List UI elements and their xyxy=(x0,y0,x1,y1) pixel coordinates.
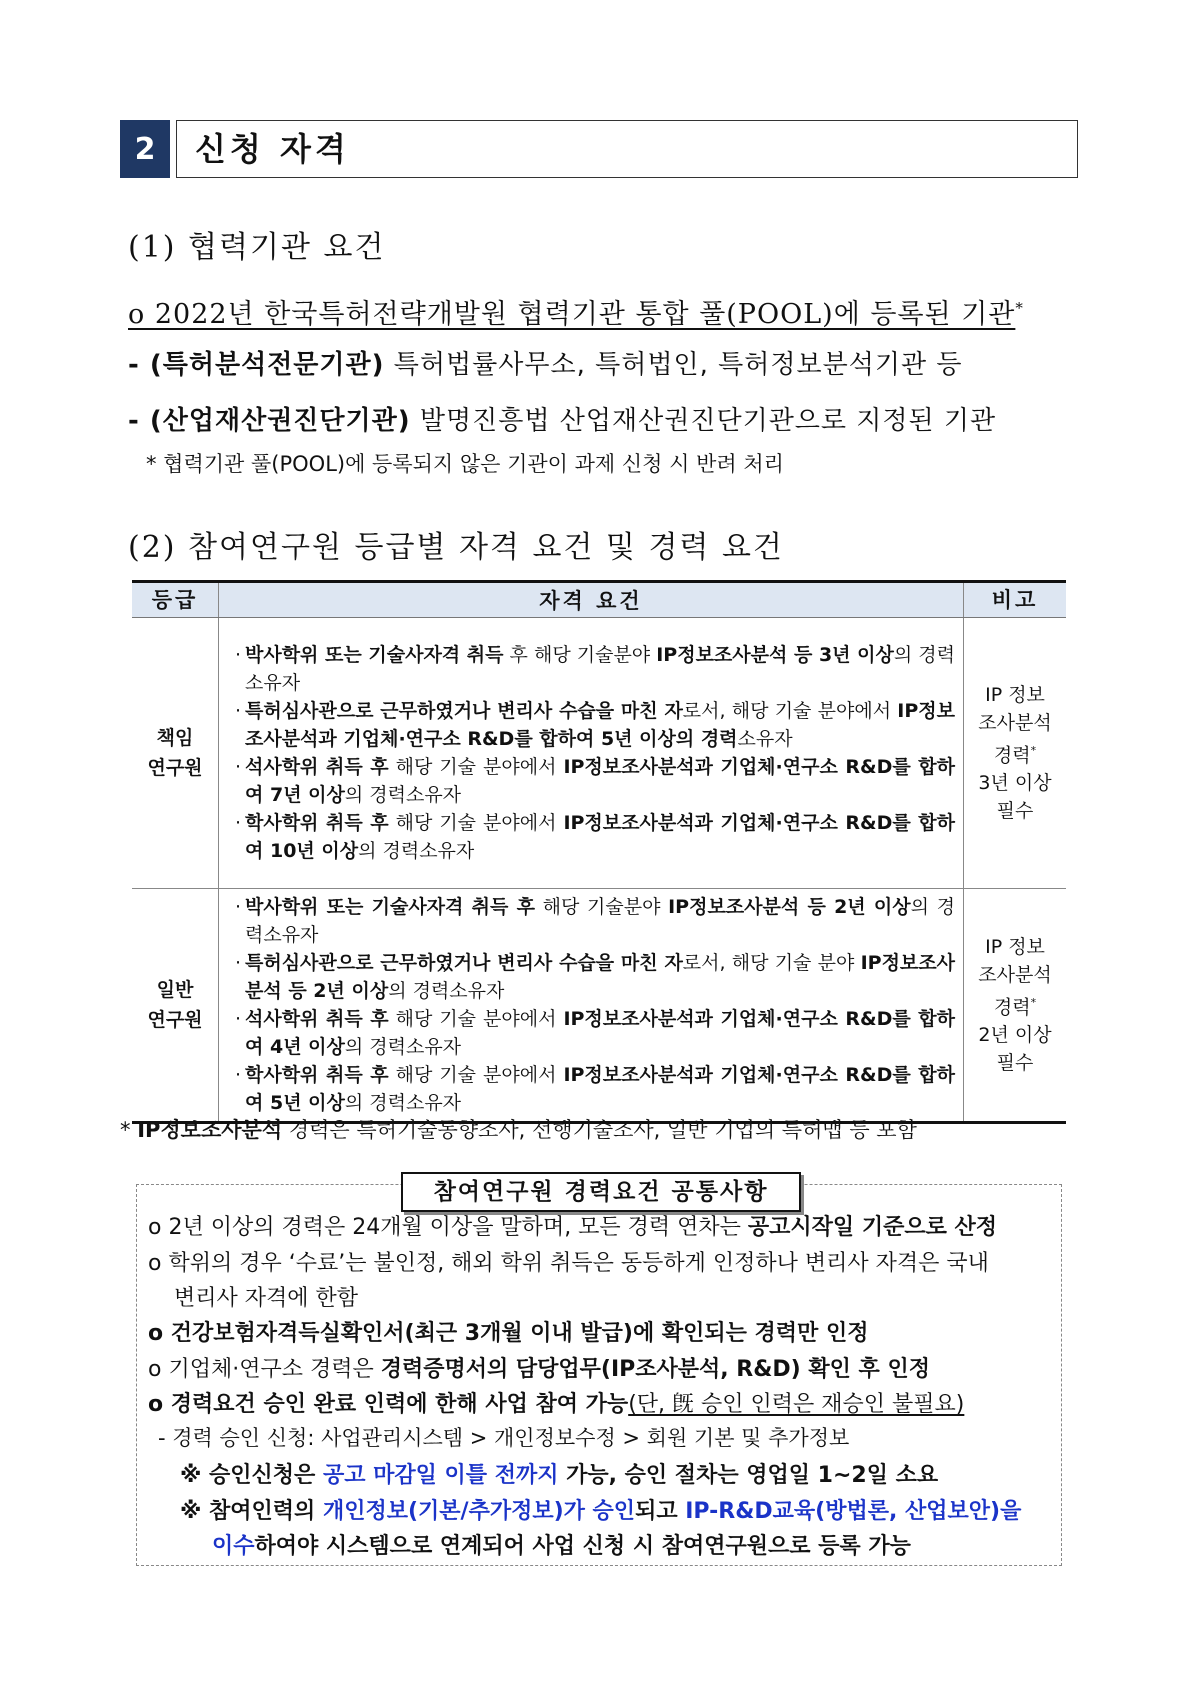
remark-years: 3년 이상 필수 xyxy=(978,772,1052,823)
part2-heading: (2) 참여연구원 등급별 자격 요건 및 경력 요건 xyxy=(128,530,784,565)
dash2-bold: - (산업재산권진단기관) xyxy=(128,406,411,436)
common-line-8 xyxy=(180,1494,1021,1525)
requirement-text xyxy=(245,893,955,949)
bullet-dot-icon: · xyxy=(234,644,242,666)
l7-b: 가능, 승인 절차는 영업일 1~2일 소요 xyxy=(558,1463,939,1488)
bullet-dot-icon: · xyxy=(234,896,242,918)
requirement-text xyxy=(245,1061,955,1117)
l1-bold: 공고시작일 기준으로 산정 xyxy=(747,1215,998,1240)
requirement-segment: 의 경력소유자 xyxy=(388,980,505,1002)
requirement-segment: 의 경력소유자 xyxy=(245,896,956,946)
grade-cell: 일반 연구원 xyxy=(132,889,219,1123)
requirement-segment: 의 경력소유자 xyxy=(344,1092,462,1114)
footnote-star: * xyxy=(120,1118,138,1142)
requirement-item xyxy=(231,949,955,1005)
common-line-2b: 변리사 자격에 한함 xyxy=(174,1286,359,1311)
part1-bullet-mark: * xyxy=(1015,299,1024,317)
requirement-segment: 소유자 xyxy=(737,728,793,750)
table-row xyxy=(132,618,1066,889)
common-line-9 xyxy=(212,1529,911,1560)
l9-blue: 이수 xyxy=(212,1534,255,1559)
requirement-segment: 박사학위 또는 기술사자격 취득 후 xyxy=(245,896,535,918)
remark-mark: * xyxy=(1030,995,1037,1009)
requirement-segment: IP정보조사분석과 기업체·연구소 R&D를 합하여 5년 이상의 경력 xyxy=(245,700,955,750)
section-title: 신청 자격 xyxy=(195,130,350,168)
l5-underline: (단, 旣 승인 인력은 재승인 불필요) xyxy=(628,1392,965,1417)
part1-dash1 xyxy=(128,344,962,381)
requirement-segment: 해당 기술 분야에서 xyxy=(388,756,564,778)
requirement-text xyxy=(245,809,955,865)
l1-text: o 2년 이상의 경력은 24개월 이상을 말하며, 모든 경력 연차는 xyxy=(148,1215,748,1240)
bullet-dot-icon: · xyxy=(234,1064,242,1086)
requirement-segment: 해당 기술 분야에서 xyxy=(388,1008,564,1030)
remark-cell xyxy=(964,618,1067,889)
part1-note: * 협력기관 풀(POOL)에 등록되지 않은 기관이 과제 신청 시 반려 처리 xyxy=(146,452,784,476)
common-line-6: - 경력 승인 신청: 사업관리시스템 > 개인정보수정 > 회원 기본 및 추가정보 xyxy=(158,1426,850,1450)
requirement-segment: IP정보조사분석 등 3년 이상 xyxy=(656,644,894,666)
part1-dash2 xyxy=(128,400,996,437)
requirement-segment: 박사학위 또는 기술사자격 취득 xyxy=(245,644,504,666)
l8-b: 되고 xyxy=(635,1499,686,1524)
grade-table xyxy=(132,580,1066,1124)
requirement-segment: 해당 기술 분야에서 xyxy=(388,812,564,834)
l8-blue2: IP-R&D교육(방법론, 산업보안)을 xyxy=(685,1499,1022,1524)
common-line-1 xyxy=(148,1210,997,1241)
dash2-rest: 발명진흥법 산업재산권진단기관으로 지정된 기관 xyxy=(410,406,997,436)
requirement-segment: 해당 기술 분야에서 xyxy=(388,1064,564,1086)
requirement-item xyxy=(231,1061,955,1117)
remark-mark: * xyxy=(1030,743,1037,757)
requirement-text xyxy=(245,697,955,753)
requirements-cell xyxy=(219,618,964,889)
table-footnote xyxy=(120,1114,917,1144)
requirement-segment: 로서, 해당 기술 분야 xyxy=(682,952,861,974)
col-header-grade: 등급 xyxy=(132,582,219,618)
bullet-dot-icon: · xyxy=(234,700,242,722)
requirement-segment: 의 경력소유자 xyxy=(344,1036,462,1058)
footnote-bold: IP정보조사분석 xyxy=(137,1118,283,1142)
col-header-remark: 비고 xyxy=(964,582,1067,618)
remark-cell xyxy=(964,889,1067,1123)
requirement-item xyxy=(231,753,955,809)
bullet-dot-icon: · xyxy=(234,812,242,834)
requirement-item xyxy=(231,641,955,697)
common-line-2: o 학위의 경우 ‘수료’는 불인정, 해외 학위 취득은 동등하게 인정하나 변리사 자격은 국내 xyxy=(148,1251,989,1276)
requirement-segment: 특허심사관으로 근무하였거나 변리사 수습을 마친 자 xyxy=(245,700,683,722)
table-row xyxy=(132,889,1066,1123)
l7-blue: 공고 마감일 이틀 전까지 xyxy=(322,1463,559,1488)
section-number: 2 xyxy=(120,120,170,178)
footnote-rest: 경력은 특허기술동향조사, 선행기술조사, 일반 기업의 특허맵 등 포함 xyxy=(282,1118,917,1142)
requirement-text xyxy=(245,753,955,809)
requirement-segment: 의 경력소유자 xyxy=(344,784,462,806)
remark-years: 2년 이상 필수 xyxy=(978,1024,1052,1075)
l4-text: o 기업체·연구소 경력은 xyxy=(148,1357,381,1382)
requirement-segment: IP정보조사분석 등 2년 이상 xyxy=(245,952,955,1002)
requirement-segment: 석사학위 취득 후 xyxy=(245,756,389,778)
common-line-5 xyxy=(148,1387,964,1418)
requirement-segment: 의 경력소유자 xyxy=(245,644,955,694)
requirement-segment: IP정보조사분석과 기업체·연구소 R&D를 합하여 10년 이상 xyxy=(245,812,955,862)
requirement-segment: IP정보조사분석과 기업체·연구소 R&D를 합하여 4년 이상 xyxy=(245,1008,955,1058)
l8-a: ※ 참여인력의 xyxy=(180,1499,323,1524)
common-line-7 xyxy=(180,1458,938,1489)
dash1-bold: - (특허분석전문기관) xyxy=(128,350,385,380)
l9-b: 하여야 시스템으로 연계되어 사업 신청 시 참여연구원으로 등록 가능 xyxy=(254,1534,911,1559)
common-requirements-title: 참여연구원 경력요건 공통사항 xyxy=(401,1172,801,1212)
requirements-cell xyxy=(219,889,964,1123)
l7-a: ※ 승인신청은 xyxy=(180,1463,323,1488)
remark-text: IP 정보 조사분석 경력 xyxy=(978,935,1052,1019)
requirement-segment: 학사학위 취득 후 xyxy=(245,1064,389,1086)
l4-bold: 경력증명서의 담당업무(IP조사분석, R&D) 확인 후 인정 xyxy=(380,1357,930,1382)
requirement-text xyxy=(245,641,955,697)
requirement-text xyxy=(245,1005,955,1061)
requirement-item xyxy=(231,697,955,753)
part1-heading: (1) 협력기관 요건 xyxy=(128,230,386,265)
dash1-rest: 특허법률사무소, 특허법인, 특허정보분석기관 등 xyxy=(384,350,963,380)
requirement-item xyxy=(231,893,955,949)
common-line-4 xyxy=(148,1352,930,1383)
part1-bullet-text: o 2022년 한국특허전략개발원 협력기관 통합 풀(POOL)에 등록된 기관 xyxy=(128,299,1016,330)
requirement-segment: 후 해당 기술분야 xyxy=(503,644,657,666)
requirement-segment: IP정보조사분석과 기업체·연구소 R&D를 합하여 7년 이상 xyxy=(245,756,955,806)
requirement-segment: IP정보조사분석 등 2년 이상 xyxy=(668,896,911,918)
grade-cell: 책임 연구원 xyxy=(132,618,219,889)
requirement-segment: IP정보조사분석과 기업체·연구소 R&D를 합하여 5년 이상 xyxy=(245,1064,955,1114)
requirement-segment: 특허심사관으로 근무하였거나 변리사 수습을 마친 자 xyxy=(245,952,683,974)
bullet-dot-icon: · xyxy=(234,756,242,778)
remark-text: IP 정보 조사분석 경력 xyxy=(978,683,1052,767)
requirement-segment: 의 경력소유자 xyxy=(358,840,475,862)
l8-blue1: 개인정보(기본/추가정보)가 승인 xyxy=(322,1499,636,1524)
col-header-requirements: 자격 요건 xyxy=(219,582,964,618)
common-line-3: o 건강보험자격득실확인서(최근 3개월 이내 발급)에 확인되는 경력만 인정 xyxy=(148,1321,869,1346)
requirement-text xyxy=(245,949,955,1005)
requirement-segment: 로서, 해당 기술 분야에서 xyxy=(682,700,898,722)
requirement-segment: 해당 기술분야 xyxy=(534,896,669,918)
bullet-dot-icon: · xyxy=(234,952,242,974)
requirement-segment: 학사학위 취득 후 xyxy=(245,812,389,834)
requirement-item xyxy=(231,1005,955,1061)
requirement-segment: 석사학위 취득 후 xyxy=(245,1008,389,1030)
requirement-item xyxy=(231,809,955,865)
part1-bullet xyxy=(128,292,1024,331)
l5-bold: o 경력요건 승인 완료 인력에 한해 사업 참여 가능 xyxy=(148,1392,629,1417)
bullet-dot-icon: · xyxy=(234,1008,242,1030)
